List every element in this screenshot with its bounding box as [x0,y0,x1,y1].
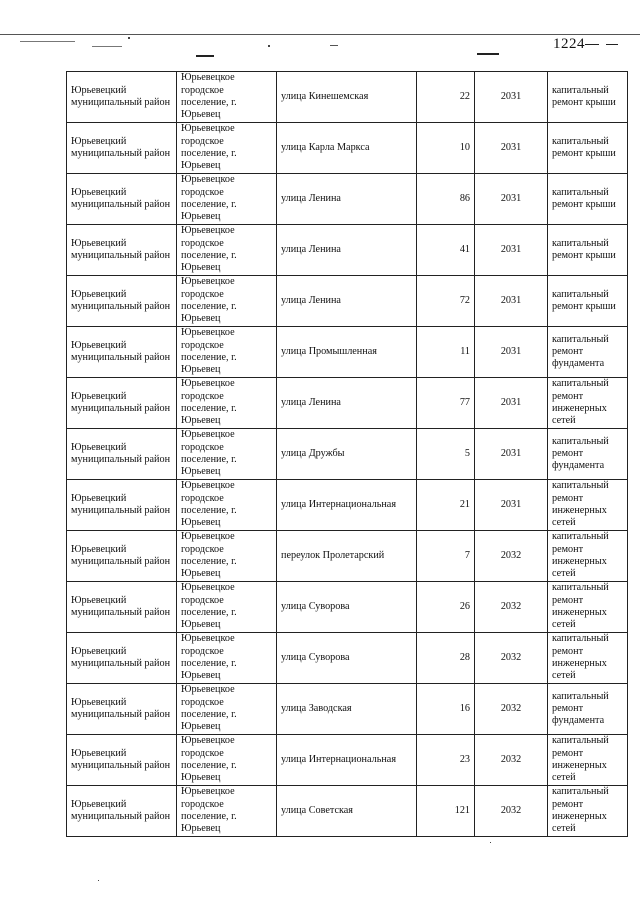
table-row [67,582,628,633]
street-cell: улица Ленина [277,225,417,276]
work-type-cell: капитальный ремонт крыши [548,276,628,327]
year-cell: 2031 [475,429,548,480]
work-type-cell: капитальный ремонт инженерных сетей [548,531,628,582]
scan-speck [268,45,270,47]
year-cell: 2031 [475,327,548,378]
work-type-cell: капитальный ремонт крыши [548,123,628,174]
house-number-cell: 16 [417,684,475,735]
table-row [67,123,628,174]
table-row [67,276,628,327]
district-cell: Юрьевецкий муниципальный район [67,174,177,225]
house-number-cell: 41 [417,225,475,276]
year-cell: 2031 [475,480,548,531]
table-row [67,786,628,837]
work-type-cell: капитальный ремонт крыши [548,174,628,225]
year-cell: 2032 [475,531,548,582]
house-number-cell: 23 [417,735,475,786]
district-cell: Юрьевецкий муниципальный район [67,72,177,123]
street-cell: улица Ленина [277,174,417,225]
street-cell: улица Суворова [277,582,417,633]
year-cell: 2031 [475,123,548,174]
table-row [67,378,628,429]
settlement-cell: Юрьевецкое городское поселение, г. Юрьевец [177,123,277,174]
table-row [67,480,628,531]
year-cell: 2032 [475,684,548,735]
table-row [67,225,628,276]
scan-speck [128,37,130,39]
work-type-cell: капитальный ремонт инженерных сетей [548,786,628,837]
work-type-cell: капитальный ремонт крыши [548,72,628,123]
work-type-cell: капитальный ремонт инженерных сетей [548,582,628,633]
settlement-cell: Юрьевецкое городское поселение, г. Юрьевец [177,480,277,531]
settlement-cell: Юрьевецкое городское поселение, г. Юрьевец [177,378,277,429]
street-cell: переулок Пролетарский [277,531,417,582]
house-number-cell: 5 [417,429,475,480]
house-number-cell: 121 [417,786,475,837]
table-row [67,531,628,582]
house-number-cell: 7 [417,531,475,582]
page-number-dash [585,44,599,45]
district-cell: Юрьевецкий муниципальный район [67,123,177,174]
table-row [67,327,628,378]
street-cell: улица Дружбы [277,429,417,480]
house-number-cell: 22 [417,72,475,123]
work-type-cell: капитальный ремонт инженерных сетей [548,378,628,429]
settlement-cell: Юрьевецкое городское поселение, г. Юрьевец [177,174,277,225]
district-cell: Юрьевецкий муниципальный район [67,378,177,429]
street-cell: улица Интернациональная [277,480,417,531]
district-cell: Юрьевецкий муниципальный район [67,582,177,633]
scan-speck [490,842,491,843]
district-cell: Юрьевецкий муниципальный район [67,225,177,276]
year-cell: 2031 [475,225,548,276]
house-number-cell: 86 [417,174,475,225]
table-row [67,633,628,684]
settlement-cell: Юрьевецкое городское поселение, г. Юрьевец [177,72,277,123]
street-cell: улица Интернациональная [277,735,417,786]
street-cell: улица Суворова [277,633,417,684]
district-cell: Юрьевецкий муниципальный район [67,276,177,327]
street-cell: улица Карла Маркса [277,123,417,174]
settlement-cell: Юрьевецкое городское поселение, г. Юрьевец [177,225,277,276]
settlement-cell: Юрьевецкое городское поселение, г. Юрьевец [177,276,277,327]
house-number-cell: 10 [417,123,475,174]
scan-artifact-line [92,46,122,47]
work-type-cell: капитальный ремонт инженерных сетей [548,633,628,684]
street-cell: улица Промышленная [277,327,417,378]
scan-artifact-line [477,53,499,55]
year-cell: 2031 [475,378,548,429]
year-cell: 2032 [475,735,548,786]
street-cell: улица Ленина [277,378,417,429]
district-cell: Юрьевецкий муниципальный район [67,429,177,480]
street-cell: улица Советская [277,786,417,837]
table-row [67,174,628,225]
settlement-cell: Юрьевецкое городское поселение, г. Юрьевец [177,735,277,786]
page-number-dash [606,44,618,45]
district-cell: Юрьевецкий муниципальный район [67,480,177,531]
table-row [67,684,628,735]
street-cell: улица Кинешемская [277,72,417,123]
street-cell: улица Ленина [277,276,417,327]
scan-artifact-line [0,34,640,35]
work-type-cell: капитальный ремонт фундамента [548,429,628,480]
house-number-cell: 28 [417,633,475,684]
work-type-cell: капитальный ремонт фундамента [548,684,628,735]
district-cell: Юрьевецкий муниципальный район [67,633,177,684]
settlement-cell: Юрьевецкое городское поселение, г. Юрьевец [177,582,277,633]
year-cell: 2032 [475,582,548,633]
settlement-cell: Юрьевецкое городское поселение, г. Юрьевец [177,327,277,378]
district-cell: Юрьевецкий муниципальный район [67,684,177,735]
district-cell: Юрьевецкий муниципальный район [67,327,177,378]
house-number-cell: 72 [417,276,475,327]
settlement-cell: Юрьевецкое городское поселение, г. Юрьевец [177,684,277,735]
year-cell: 2032 [475,633,548,684]
year-cell: 2031 [475,174,548,225]
settlement-cell: Юрьевецкое городское поселение, г. Юрьевец [177,633,277,684]
settlement-cell: Юрьевецкое городское поселение, г. Юрьевец [177,786,277,837]
year-cell: 2031 [475,72,548,123]
work-type-cell: капитальный ремонт фундамента [548,327,628,378]
street-cell: улица Заводская [277,684,417,735]
year-cell: 2032 [475,786,548,837]
settlement-cell: Юрьевецкое городское поселение, г. Юрьевец [177,429,277,480]
house-number-cell: 77 [417,378,475,429]
scan-speck [98,880,99,881]
house-number-cell: 21 [417,480,475,531]
table-row [67,735,628,786]
year-cell: 2031 [475,276,548,327]
work-type-cell: капитальный ремонт инженерных сетей [548,480,628,531]
house-number-cell: 11 [417,327,475,378]
district-cell: Юрьевецкий муниципальный район [67,786,177,837]
district-cell: Юрьевецкий муниципальный район [67,531,177,582]
page-number: 1224 [553,36,585,52]
scan-artifact-line [20,41,75,42]
table-row [67,429,628,480]
repair-schedule-table [66,71,628,837]
scan-artifact-line [330,45,338,46]
house-number-cell: 26 [417,582,475,633]
work-type-cell: капитальный ремонт крыши [548,225,628,276]
settlement-cell: Юрьевецкое городское поселение, г. Юрьевец [177,531,277,582]
scan-artifact-line [196,55,214,57]
table-row [67,72,628,123]
work-type-cell: капитальный ремонт инженерных сетей [548,735,628,786]
district-cell: Юрьевецкий муниципальный район [67,735,177,786]
